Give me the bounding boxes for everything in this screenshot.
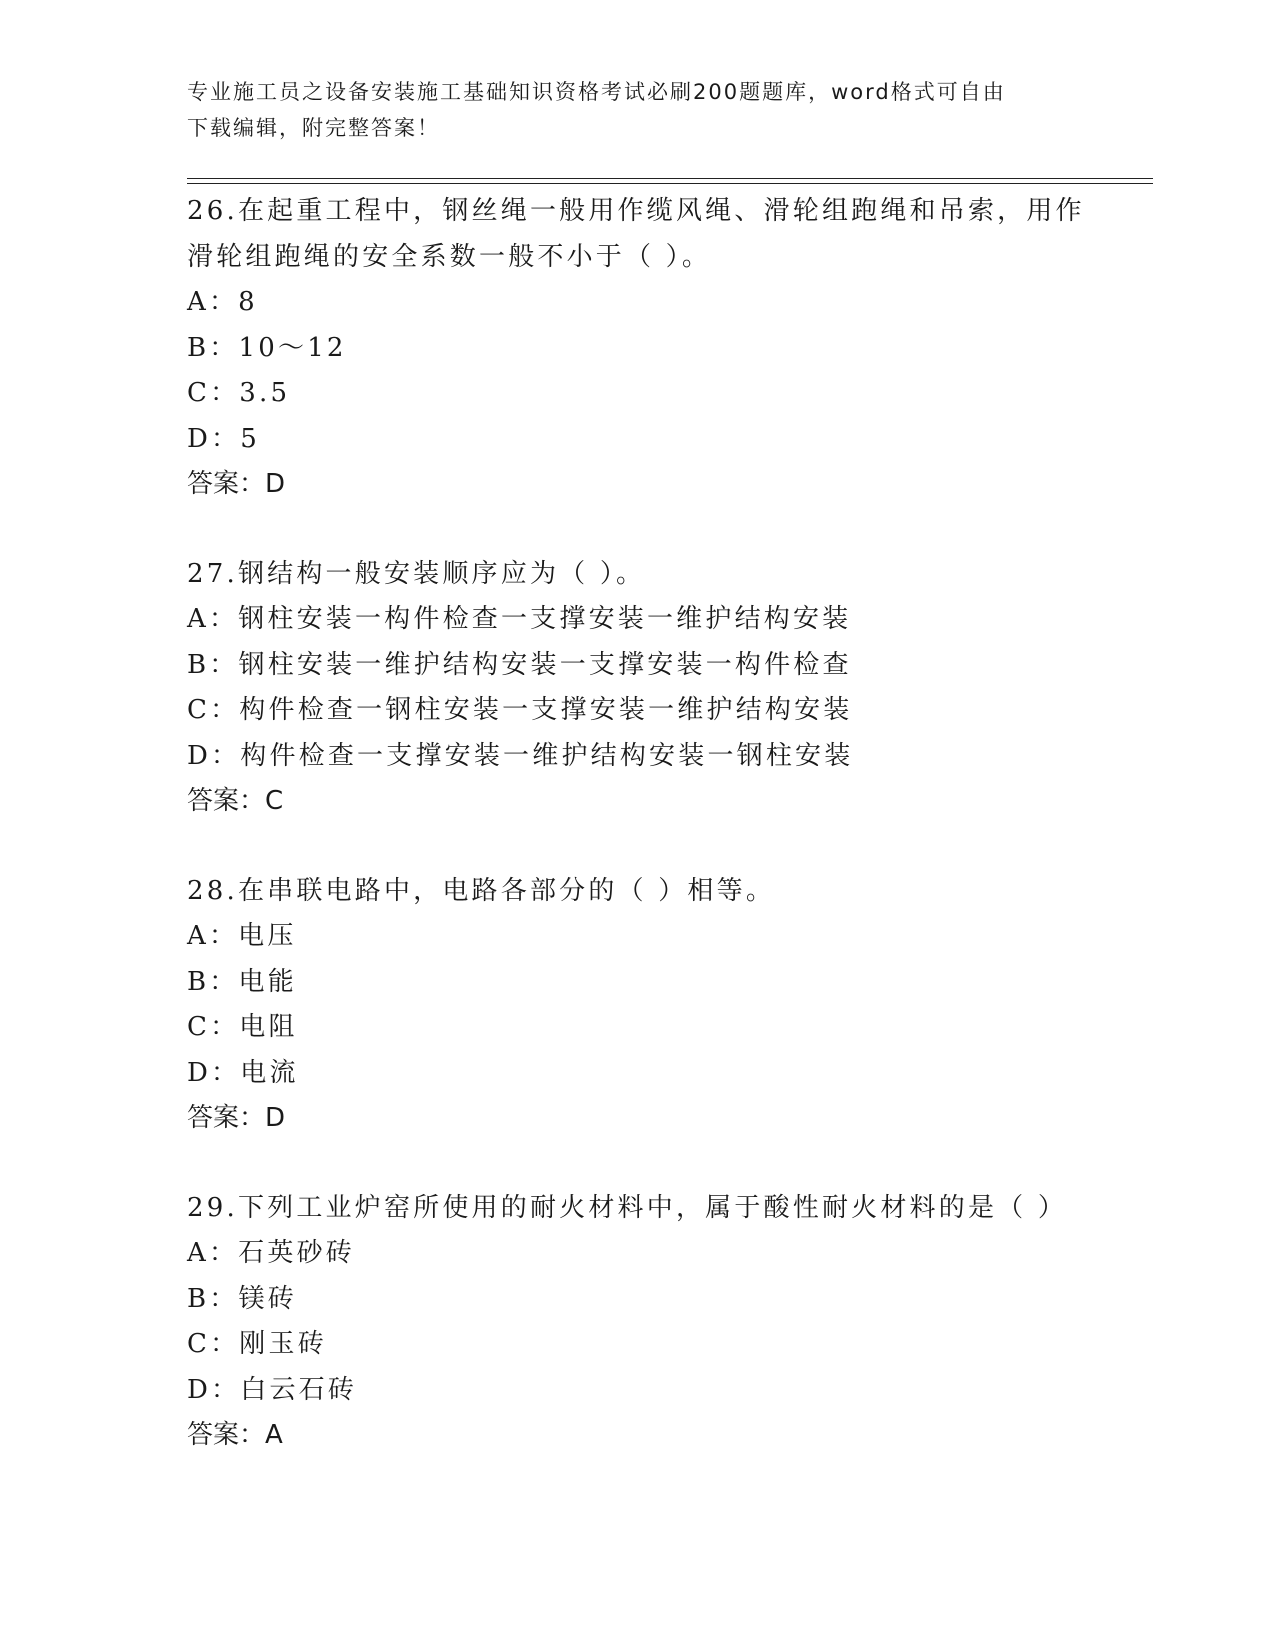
option-b: B：钢柱安装一维护结构安装一支撑安装一构件检查	[187, 649, 852, 680]
question-29	[187, 1185, 1153, 1457]
header-divider-bottom	[187, 183, 1153, 184]
option-d: D：构件检查一支撑安装一维护结构安装一钢柱安装	[187, 740, 854, 771]
answer-label: 答案：C	[187, 786, 284, 816]
option-b: B：镁砖	[187, 1283, 297, 1314]
document-header	[187, 74, 1067, 146]
option-b: B：电能	[187, 966, 297, 997]
option-c: C：构件检查一钢柱安装一支撑安装一维护结构安装	[187, 695, 853, 725]
option-a: A：8	[187, 287, 258, 317]
question-text: 26.在起重工程中，钢丝绳一般用作缆风绳、滑轮组跑绳和吊索，用作滑轮组跑绳的安全系数一般不小于（ ）。	[187, 196, 1085, 272]
question-27	[187, 551, 1153, 823]
option-d: D：5	[187, 423, 260, 454]
option-a: A：石英砂砖	[187, 1238, 355, 1268]
option-d: D：电流	[187, 1057, 299, 1088]
answer-label: 答案：D	[187, 469, 286, 499]
answer-label: 答案：D	[187, 1103, 286, 1133]
option-d: D：白云石砖	[187, 1374, 358, 1405]
header-line-2: 下载编辑，附完整答案！	[187, 116, 440, 140]
option-c: C：电阻	[187, 1012, 298, 1042]
question-text: 29.下列工业炉窑所使用的耐火材料中，属于酸性耐火材料的是（ ）	[187, 1193, 1068, 1223]
question-text: 27.钢结构一般安装顺序应为（ ）。	[187, 559, 646, 589]
header-line-1: 专业施工员之设备安装施工基础知识资格考试必刷200题题库，word格式可自由	[187, 80, 1006, 104]
question-26	[187, 188, 1153, 506]
answer-label: 答案：A	[187, 1420, 283, 1450]
question-28	[187, 868, 1153, 1140]
option-a: A：电压	[187, 921, 297, 951]
header-divider-top	[187, 178, 1153, 179]
question-list	[187, 188, 1153, 1502]
option-a: A：钢柱安装一构件检查一支撑安装一维护结构安装	[187, 604, 852, 634]
question-text: 28.在串联电路中，电路各部分的（ ）相等。	[187, 876, 776, 906]
option-c: C：3.5	[187, 378, 291, 408]
option-b: B：10～12	[187, 332, 347, 363]
option-c: C：刚玉砖	[187, 1329, 327, 1359]
